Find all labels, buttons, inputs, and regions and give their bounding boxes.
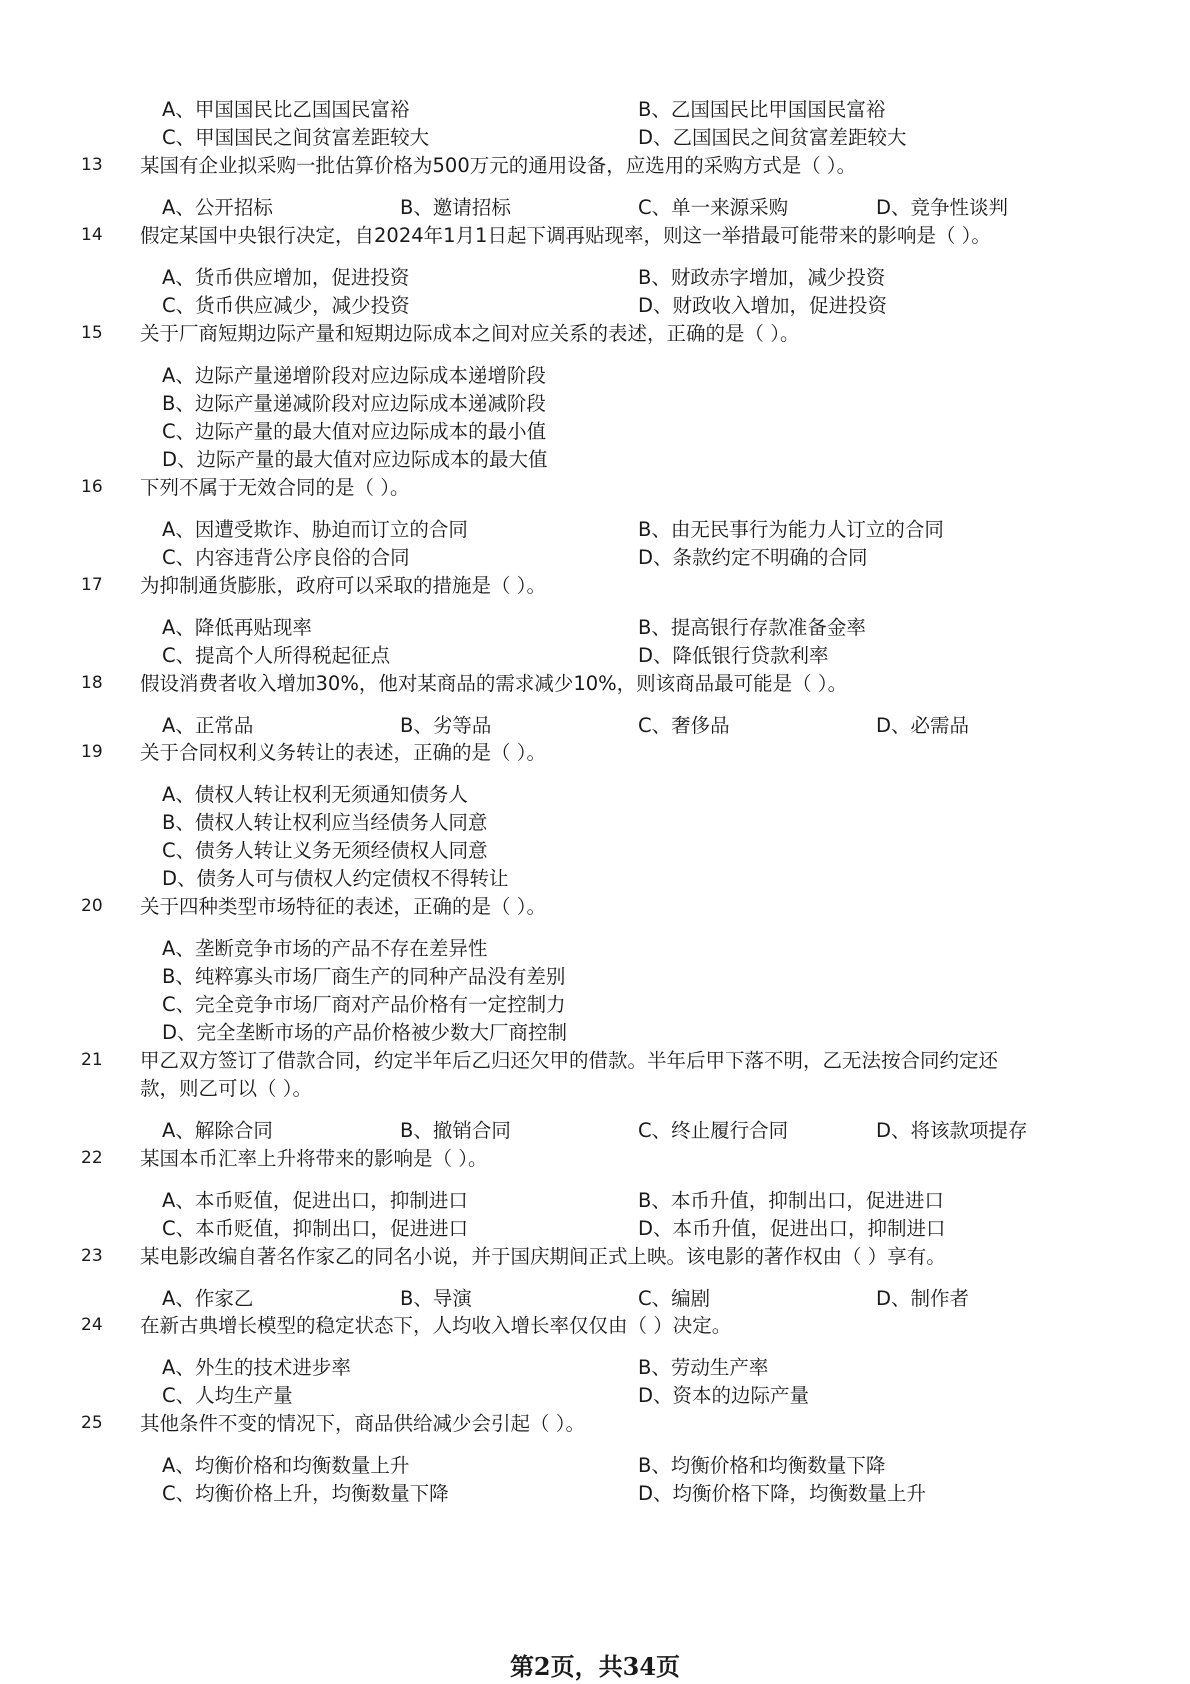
- question-number: 22: [81, 1148, 103, 1168]
- question-text: 下列不属于无效合同的是（ ）。: [140, 476, 410, 499]
- question-text: 某国有企业拟采购一批估算价格为500万元的通用设备，应选用的采购方式是（ ）。: [140, 154, 857, 177]
- option-b: B、劳动生产率: [638, 1356, 769, 1379]
- option-c: C、完全竞争市场厂商对产品价格有一定控制力: [162, 993, 566, 1016]
- option-a: A、甲国国民比乙国国民富裕: [162, 98, 410, 121]
- option-a: A、货币供应增加，促进投资: [162, 266, 410, 289]
- question-number: 17: [81, 575, 103, 595]
- option-c: C、债务人转让义务无须经债权人同意: [162, 839, 488, 862]
- question-text: 关于合同权利义务转让的表述，正确的是（ ）。: [140, 741, 546, 764]
- option-c: C、均衡价格上升，均衡数量下降: [162, 1482, 449, 1505]
- option-d: D、制作者: [876, 1287, 970, 1310]
- option-b: B、劣等品: [400, 714, 492, 737]
- option-a: A、公开招标: [162, 196, 273, 219]
- question-number: 20: [81, 896, 103, 916]
- option-d: D、条款约定不明确的合同: [638, 546, 868, 569]
- option-b: B、边际产量递减阶段对应边际成本递减阶段: [162, 392, 546, 415]
- option-c: C、货币供应减少，减少投资: [162, 294, 410, 317]
- option-c: C、本币贬值，抑制出口，促进进口: [162, 1217, 469, 1240]
- option-c: C、单一来源采购: [638, 196, 789, 219]
- option-a: A、作家乙: [162, 1287, 254, 1310]
- option-b: B、提高银行存款准备金率: [638, 616, 866, 639]
- option-c: C、内容违背公序良俗的合同: [162, 546, 410, 569]
- question-number: 21: [81, 1050, 103, 1070]
- option-c: C、终止履行合同: [638, 1119, 789, 1142]
- option-a: A、垄断竞争市场的产品不存在差异性: [162, 937, 488, 960]
- option-d: D、将该款项提存: [876, 1119, 1028, 1142]
- question-text: 某国本币汇率上升将带来的影响是（ ）。: [140, 1147, 488, 1170]
- option-a: A、解除合同: [162, 1119, 273, 1142]
- option-d: D、财政收入增加，促进投资: [638, 294, 888, 317]
- question-number: 18: [81, 673, 103, 693]
- question-number: 13: [81, 155, 103, 175]
- question-text: 在新古典增长模型的稳定状态下，人均收入增长率仅仅由（ ）决定。: [140, 1314, 732, 1337]
- question-text: 某电影改编自著名作家乙的同名小说，并于国庆期间正式上映。该电影的著作权由（ ）享有。: [140, 1245, 946, 1268]
- option-d: D、降低银行贷款利率: [638, 644, 829, 667]
- option-c: C、提高个人所得税起征点: [162, 644, 391, 667]
- question-text: 甲乙双方签订了借款合同，约定半年后乙归还欠甲的借款。半年后甲下落不明，乙无法按合同约定还: [140, 1049, 999, 1072]
- question-text: 为抑制通货膨胀，政府可以采取的措施是（ ）。: [140, 574, 546, 597]
- question-number: 24: [81, 1315, 103, 1335]
- option-a: A、边际产量递增阶段对应边际成本递增阶段: [162, 364, 546, 387]
- option-a: A、本币贬值，促进出口，抑制进口: [162, 1189, 468, 1212]
- question-number: 16: [81, 477, 103, 497]
- option-d: D、必需品: [876, 714, 970, 737]
- option-b: B、债权人转让权利应当经债务人同意: [162, 811, 488, 834]
- option-b: B、财政赤字增加，减少投资: [638, 266, 886, 289]
- option-b: B、乙国国民比甲国国民富裕: [638, 98, 886, 121]
- option-d: D、资本的边际产量: [638, 1384, 810, 1407]
- option-b: B、由无民事行为能力人订立的合同: [638, 518, 944, 541]
- option-b: B、纯粹寡头市场厂商生产的同种产品没有差别: [162, 965, 566, 988]
- option-d: D、竞争性谈判: [876, 196, 1009, 219]
- option-a: A、均衡价格和均衡数量上升: [162, 1454, 410, 1477]
- question-number: 15: [81, 323, 103, 343]
- question-number: 25: [81, 1413, 103, 1433]
- question-number: 23: [81, 1246, 103, 1266]
- question-text-continued: 款，则乙可以（ ）。: [140, 1077, 312, 1100]
- option-a: A、降低再贴现率: [162, 616, 312, 639]
- option-c: C、边际产量的最大值对应边际成本的最小值: [162, 420, 547, 443]
- question-text: 关于厂商短期边际产量和短期边际成本之间对应关系的表述，正确的是（ ）。: [140, 322, 800, 345]
- option-b: B、撤销合同: [400, 1119, 511, 1142]
- option-c: C、人均生产量: [162, 1384, 293, 1407]
- option-d: D、债务人可与债权人约定债权不得转让: [162, 867, 509, 890]
- option-a: A、因遭受欺诈、胁迫而订立的合同: [162, 518, 468, 541]
- question-text: 假定某国中央银行决定，自2024年1月1日起下调再贴现率，则这一举措最可能带来的影响是（ ）。: [140, 224, 991, 247]
- option-d: D、本币升值，促进出口，抑制进口: [638, 1217, 946, 1240]
- question-number: 14: [81, 225, 103, 245]
- option-c: C、奢侈品: [638, 714, 730, 737]
- option-a: A、正常品: [162, 714, 254, 737]
- option-b: B、本币升值，抑制出口，促进进口: [638, 1189, 944, 1212]
- option-b: B、均衡价格和均衡数量下降: [638, 1454, 886, 1477]
- question-number: 19: [81, 742, 103, 762]
- option-d: D、乙国国民之间贫富差距较大: [638, 126, 907, 149]
- question-text: 其他条件不变的情况下，商品供给减少会引起（ ）。: [140, 1412, 585, 1435]
- question-text: 关于四种类型市场特征的表述，正确的是（ ）。: [140, 895, 546, 918]
- option-b: B、导演: [400, 1287, 472, 1310]
- option-c: C、甲国国民之间贫富差距较大: [162, 126, 430, 149]
- option-d: D、均衡价格下降，均衡数量上升: [638, 1482, 927, 1505]
- option-c: C、编剧: [638, 1287, 711, 1310]
- option-d: D、边际产量的最大值对应边际成本的最大值: [162, 448, 548, 471]
- option-b: B、邀请招标: [400, 196, 511, 219]
- option-a: A、外生的技术进步率: [162, 1356, 351, 1379]
- option-d: D、完全垄断市场的产品价格被少数大厂商控制: [162, 1021, 568, 1044]
- option-a: A、债权人转让权利无须通知债务人: [162, 783, 468, 806]
- question-text: 假设消费者收入增加30%，他对某商品的需求减少10%，则该商品最可能是（ ）。: [140, 672, 848, 695]
- page-footer: 第2页，共34页: [509, 1652, 681, 1681]
